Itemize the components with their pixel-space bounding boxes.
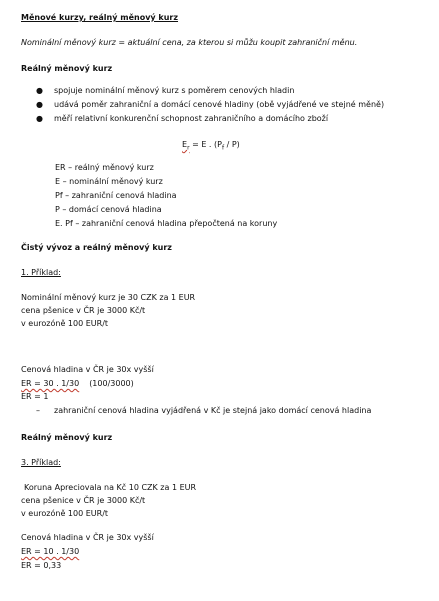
- dash-bullet-icon: –: [36, 406, 40, 415]
- example-1-conclusion: zahraniční cenová hladina vyjádřená v Kč je stejná jako domácí cenová hladina: [54, 406, 372, 415]
- legend-item: E. Pf – zahraniční cenová hladina přepočtená na koruny: [55, 219, 278, 228]
- legend-item: Pf – zahraniční cenová hladina: [55, 191, 177, 200]
- section-heading-real-rate-2: Reálný měnový kurz: [21, 433, 113, 442]
- example-3-er-result: ER = 0,33: [21, 561, 62, 570]
- example-1-line: v eurozóně 100 EUR/t: [21, 319, 109, 328]
- example-3-heading: 3. Příklad:: [21, 458, 61, 467]
- legend-item: P – domácí cenová hladina: [55, 205, 162, 214]
- example-1-er-calc: ER = 30 . 1/30 (100/3000): [21, 379, 134, 388]
- bullet-item: udává poměr zahraniční a domácí cenové hladiny (obě vyjádřené ve stejné měně): [54, 100, 385, 109]
- bullet-icon: ●: [36, 100, 43, 109]
- legend-item: ER – reálný měnový kurz: [55, 163, 154, 172]
- example-3-price-level: Cenová hladina v ČR je 30x vyšší: [21, 533, 154, 542]
- example-1-er-result: ER = 1: [21, 392, 49, 401]
- page-title: Měnové kurzy, reálný měnový kurz: [21, 13, 179, 22]
- legend-item: E – nominální měnový kurz: [55, 177, 163, 186]
- section-heading-real-rate: Reálný měnový kurz: [21, 64, 113, 73]
- section-heading-net-export: Čistý vývoz a reálný měnový kurz: [21, 243, 172, 252]
- example-3-line: cena pšenice v ČR je 3000 Kč/t: [21, 496, 146, 505]
- example-1-heading: 1. Příklad:: [21, 268, 61, 277]
- bullet-item: spojuje nominální měnový kurz s poměrem cenových hladin: [54, 86, 295, 95]
- example-1-line: cena pšenice v ČR je 3000 Kč/t: [21, 306, 146, 315]
- nominal-definition: Nominální měnový kurz = aktuální cena, za kterou si můžu koupit zahraniční měnu.: [21, 38, 358, 47]
- example-1-line: Nominální měnový kurz je 30 CZK za 1 EUR: [21, 293, 196, 302]
- bullet-icon: ●: [36, 114, 43, 123]
- example-3-er-calc: ER = 10 . 1/30: [21, 547, 80, 556]
- example-1-price-level: Cenová hladina v ČR je 30x vyšší: [21, 365, 154, 374]
- bullet-icon: ●: [36, 86, 43, 95]
- formula: $E_r = E$ . $(P_f / P)$: [182, 140, 240, 152]
- bullet-item: měří relativní konkurenční schopnost zahraničního a domácího zboží: [54, 114, 329, 123]
- example-3-line: Koruna Apreciovala na Kč 10 CZK za 1 EUR: [24, 483, 197, 492]
- example-3-line: v eurozóně 100 EUR/t: [21, 509, 109, 518]
